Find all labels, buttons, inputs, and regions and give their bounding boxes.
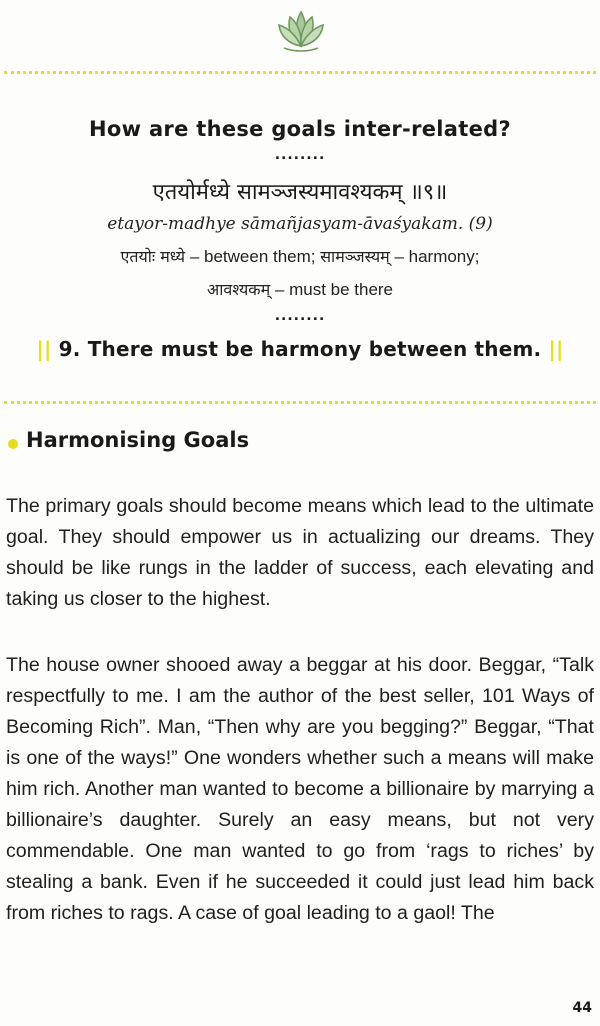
bullet-icon (8, 439, 18, 449)
page-number: 44 (572, 1000, 592, 1016)
ellipsis-separator: ........ (274, 147, 326, 163)
sutra-translation-line (0, 337, 600, 361)
dotted-divider-top (4, 71, 596, 74)
paragraph: The house owner shooed away a beggar at his door. Beggar, “Talk respectfully to me. I am the author of the best seller, 101 Ways of Becoming Rich”. Man, “Then why are you begging?” Beggar, “That is one of the ways!” One wonders whether such a means will make him rich. Another man wanted to become a billionaire by marrying a billionaire’s daughter. Surely an easy means, but not very commendable. One man wanted to go from ‘rags to riches’ by stealing a bank. Even if he succeeded it could just lead him back from riches to rags. A case of goal leading to a gaol! The (6, 654, 594, 924)
word-gloss-line-1 (0, 245, 600, 267)
lotus-icon (276, 8, 326, 52)
sanskrit-verse: एतयोर्मध्ये सामञ्जस्यमावश्यकम् ॥९॥ (152, 180, 448, 205)
paragraph: The primary goals should become means which lead to the ultimate goal. They should empower us in actualizing our dreams. They should be like rungs in the ladder of success, each elevating and taking us closer to the highest. (6, 495, 594, 610)
transliteration: etayor-madhye sāmañjasyam-āvaśyakam. (9) (107, 214, 493, 234)
section-title: Harmonising Goals (26, 428, 250, 452)
bars-right: || (548, 337, 564, 361)
gloss-term: आवश्यकम् (206, 280, 271, 299)
bars-left: || (36, 337, 52, 361)
sutra-question: How are these goals inter-related? (89, 117, 511, 141)
ellipsis-separator: ........ (274, 308, 326, 324)
gloss-term: एतयोः मध्ये (120, 247, 186, 266)
sutra-translation: 9. There must be harmony between them. (58, 337, 542, 361)
gloss-term: सामञ्जस्यम् (320, 247, 390, 266)
gloss-meaning: – between them; (185, 247, 321, 266)
dotted-divider-middle (4, 401, 596, 404)
gloss-meaning: – harmony; (389, 247, 480, 266)
word-gloss-line-2 (0, 278, 600, 300)
gloss-meaning: – must be there (270, 280, 394, 299)
